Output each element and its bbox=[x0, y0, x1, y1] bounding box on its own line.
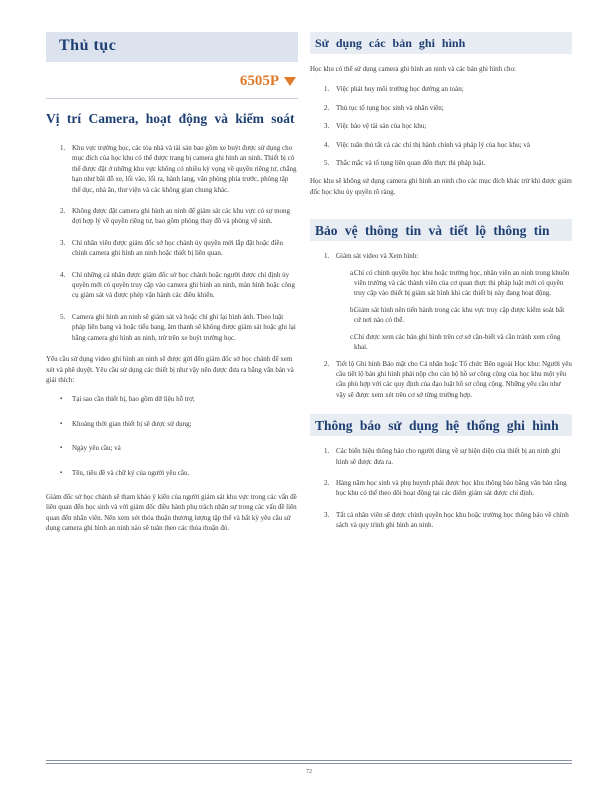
list-item: 2. Không được đặt camera ghi hình an ninh để giám sát các khu vực có sự mong đợi hợp lý về quyền riêng tư, bao gồm phòng thay đồ và phòng vệ sinh. bbox=[60, 207, 291, 226]
list-item: 2. Tiết lộ Ghi hình Bảo mật cho Cá nhân hoặc Tổ chức Bên ngoài Học khu: Người yêu cầu tiết lộ bản ghi hình phải nộp cho cán bộ hồ sơ công cộng của học khu một yêu cầu phù hợp với các quy định của đạo luật hồ sơ công cộng. Những yêu cầu như vậy sẽ được xem xét trên cơ sở từng trường hợp. bbox=[324, 359, 572, 399]
closing-paragraph: Giám đốc sở học chánh sẽ tham khảo ý kiến của người giám sát khu vực trong các vấn đề liên quan đến học sinh và với giám đốc điều hành phụ trách nhân sự trong các vấn đề liên quan đến nhân viên. Nên xem xét thỏa thuận thương lượng tập thể và bất kỳ yêu cầu sử dụng camera ghi hình an ninh nào sẽ tuân theo các thỏa thuận đó. bbox=[46, 492, 297, 533]
list-item: 4. Chỉ những cá nhân được giám đốc sở học chánh hoặc người được chỉ định ủy quyền mới có quyền truy cập vào camera ghi hình an ninh, màn hình hoặc công cụ giám sát và được phép vận hành các điều khiển. bbox=[60, 270, 295, 300]
list-item: ▪ Khoảng thời gian thiết bị sẽ được sử dụng; bbox=[60, 419, 192, 428]
bullet-icon: ▪ bbox=[60, 469, 63, 476]
list-item: 1. Các biển hiệu thông báo cho người dùng về sự hiện diện của thiết bị an ninh ghi hình sẽ được đưa ra. bbox=[324, 447, 561, 466]
bullet-icon: ▪ bbox=[60, 445, 63, 452]
list-item: ▪ Tại sao cần thiết bị, bao gồm dữ liệu hỗ trợ; bbox=[60, 395, 195, 404]
bullet-icon: ▪ bbox=[60, 420, 63, 427]
list-item: 2. Thủ tục tố tụng học sinh và nhân viên; bbox=[324, 103, 444, 112]
section-heading-notice: Thông báo sử dụng hệ thống ghi hình bbox=[315, 418, 559, 434]
list-item: 5. Thắc mắc và tố tụng liên quan đến thực thi pháp luật. bbox=[324, 159, 486, 168]
sub-list bbox=[336, 268, 572, 353]
section-bar-usage bbox=[310, 32, 572, 54]
usage-intro: Học khu có thể sử dụng camera ghi hình an ninh và các bản ghi hình cho: bbox=[310, 65, 516, 73]
policy-code: 6505P bbox=[239, 72, 279, 89]
bullet-icon: ▪ bbox=[60, 396, 63, 403]
triangle-down-icon bbox=[284, 77, 296, 86]
section-bar-notice bbox=[310, 414, 572, 436]
page-number: 72 bbox=[306, 769, 312, 775]
list-item: 1. Khu vực trường học, các tòa nhà và tài sản bao gồm xe buýt được sử dụng cho mục đích của học khu có thể được trang bị camera ghi hình an ninh. Thiết bị có thể được đặt ở những khu vực không có nhiều kỳ vọng về quyền riêng tư, chẳng hạn như bãi đỗ xe, lối vào, lối ra, hành lang, văn phòng phía trước, phòng tập thể dục, nhà ăn, thư viện và các không gian chung khác. bbox=[60, 144, 297, 194]
section-heading-protection: Bảo vệ thông tin và tiết lộ thông tin bbox=[315, 223, 550, 239]
list-item: ▪ Tên, tiêu đề và chữ ký của người yêu cầu. bbox=[60, 468, 190, 477]
right-column bbox=[310, 32, 572, 542]
list-item: ▪ Ngày yêu cầu; và bbox=[60, 444, 121, 453]
policy-code-row bbox=[46, 72, 298, 98]
page-title: Thủ tục bbox=[59, 37, 117, 54]
list-item: 3. Tất cả nhân viên sẽ được chính quyền học khu hoặc trường học thông báo về chính sách và quy trình ghi hình an ninh. bbox=[324, 510, 569, 530]
sub-list-item: b. Giám sát hình nên tiến hành trong các khu vực truy cập được kiểm soát bất cứ nơi nào có thể. bbox=[350, 305, 565, 325]
usage-list bbox=[310, 84, 572, 168]
protection-list bbox=[310, 251, 572, 400]
list-item: 2. Hàng năm học sinh và phụ huynh phải được học khu thông báo bằng văn bản rằng học khu có thể theo dõi hoạt động tại các điểm giám sát được chỉ định. bbox=[324, 478, 567, 498]
divider bbox=[46, 98, 298, 99]
section-heading-usage: Sử dụng các bản ghi hình bbox=[315, 36, 466, 50]
left-column bbox=[46, 32, 298, 534]
footer-rule bbox=[46, 763, 572, 764]
usage-closing: Học khu sẽ không sử dụng camera ghi hình an ninh cho các mục đích khác trừ khi được giám đốc học khu ủy quyền rõ ràng. bbox=[310, 177, 572, 196]
list-item: 5. Camera ghi hình an ninh sẽ giám sát và hoặc chỉ ghi lại hình ảnh. Theo luật pháp liên bang và hoặc tiểu bang, âm thanh sẽ không được giám sát hoặc ghi lại bằng camera ghi hình an ninh, trừ trên xe buýt trường học. bbox=[60, 312, 296, 342]
section-bar-protection bbox=[310, 219, 572, 241]
list-item: 3. Chỉ nhân viên được giám đốc sở học chánh ủy quyền mới lắp đặt hoặc điều chỉnh camera ghi hình an ninh hoặc thiết bị liên quan. bbox=[60, 238, 284, 258]
request-intro: Yêu cầu sử dụng video ghi hình an ninh sẽ được gửi đến giám đốc sở học chánh để xem xét và phê duyệt. Yêu cầu sử dụng các thiết bị như vậy nên được đưa ra bằng văn bản và giải thích: bbox=[46, 355, 294, 384]
section-heading-camera: Vị trí Camera, hoạt động và kiểm soát bbox=[46, 111, 295, 126]
page-footer bbox=[46, 760, 572, 775]
notice-list bbox=[310, 446, 572, 530]
sub-list-item: c. Chỉ được xem các bản ghi hình trên cơ sở cần-biết và cần tránh xem công khai. bbox=[350, 332, 561, 352]
list-item: 3. Việc bảo vệ tài sản của học khu; bbox=[324, 122, 427, 131]
footer-rule bbox=[46, 760, 572, 761]
list-item: 1. Giám sát video và Xem hình: a. Chỉ có chính quyền học khu hoặc trường học, nhân viên an ninh trong khuôn viên trường và các thành viên của cơ quan thực thi pháp luật mới có quyền truy cập vào thiết bị giám sát hình khi các thiết bị này đang hoạt động. b. Giám sát hình nên tiến hành trong các khu vực truy cập được kiểm soát bất cứ nơi nào có thể. c. Chỉ được xem các bản ghi hình trên cơ sở cần-biết và cần tránh xem công khai. bbox=[310, 251, 572, 352]
camera-rules-list bbox=[46, 143, 298, 343]
list-item: 1. Việc phát huy môi trường học đường an toàn; bbox=[324, 85, 464, 94]
sub-list-item: a. Chỉ có chính quyền học khu hoặc trường học, nhân viên an ninh trong khuôn viên trường và các thành viên của cơ quan thực thi pháp luật mới có quyền truy cập vào thiết bị giám sát hình khi các thiết bị này đang hoạt động. bbox=[350, 268, 570, 298]
title-bar bbox=[46, 32, 298, 62]
request-bullets bbox=[46, 394, 298, 478]
list-item: 4. Việc tuân thủ tất cả các chỉ thị hành chính và pháp lý của học khu; và bbox=[324, 140, 530, 149]
